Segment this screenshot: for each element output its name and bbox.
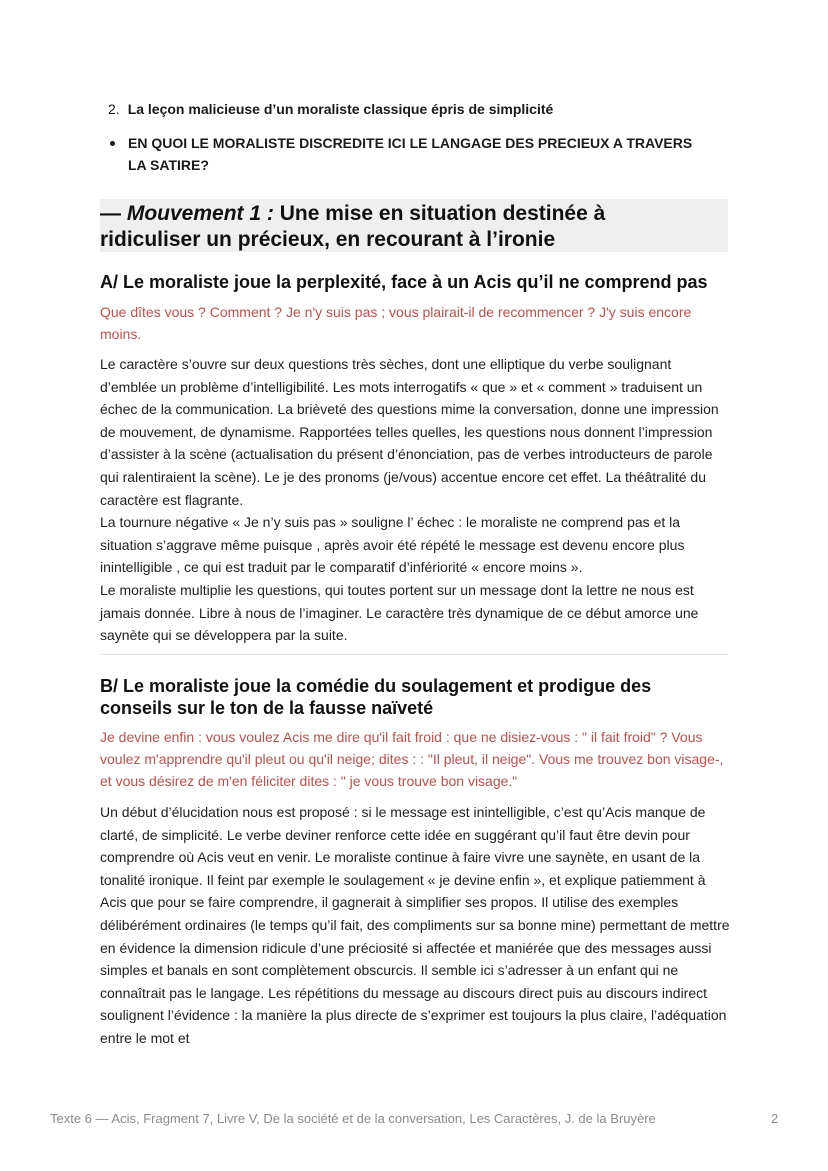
mouvement-title: Une mise en situation destinée à ridiculiser un précieux, en recourant à l’ironie: [100, 202, 606, 251]
mouvement-heading: [100, 201, 700, 253]
section-a-quote: Que dîtes vous ? Comment ? Je n'y suis pas ; vous plairait-il de recommencer ? J'y suis encore moins.: [100, 304, 692, 342]
section-a-paragraph: Le moraliste multiplie les questions, qui toutes portent sur un message dont la lettre ne nous est jamais donnée. Libre à nous de l’imaginer. Le caractère très dynamique de ce début amorce une saynète qui se développera par la suite.: [100, 581, 699, 644]
section-a-paragraph: Le caractère s’ouvre sur deux questions très sèches, dont une elliptique du verbe soulignant d’emblée un problème d’intelligibilité. Les mots interrogatifs « que » et « comment » traduisent un échec de la communication. La brièveté des questions mime la conversation, donne une impression de mouvement, de dynamisme. Rapportées telles quelles, les questions nous donnent l’impression d’assister à la scène (actualisation du présent d’énonciation, pas de verbes introducteurs de parole qui ralentiraient la scène). Le je des pronoms (je/vous) accentue encore cet effet. La théâtralité du caractère est flagrante.: [100, 356, 719, 508]
bullet-icon: [110, 141, 115, 146]
section-b-quote: Je devine enfin : vous voulez Acis me dire qu'il fait froid : que ne disiez-vous : " il fait froid" ? Vous voulez m'apprendre qu'il pleut ou qu'il neige; dites : : "Il pleut, il neige". Vous me trouvez bon visage-, et vous désirez de m'en féliciter dites : " je vous trouve bon visage.": [100, 729, 724, 789]
section-b-paragraph: Un début d’élucidation nous est proposé : si le message est inintelligible, c’est qu’Acis manque de clarté, de simplicité. Le verbe deviner renforce cette idée en suggérant qu’il faut être devin pour comprendre où Acis veut en venir. Le moraliste continue à faire vivre une saynète, en usant de la tonalité ironique. Il feint par exemple le soulagement « je devine enfin », et explique patiemment à Acis que pour se faire comprendre, il gagnerait à simplifier ses propos. Il utilise des exemples délibérément ordinaires (le temps qu’il fait, des compliments sur sa bonne mine) permettant de mettre en évidence la dimension ridicule d’une préciosité si affectée et maniérée que des messages aussi simples et banals en sont complètement obscurcis. Il semble ici s’adresser à un enfant qui ne connaîtrait pas le langage. Les répétitions du message au discours direct puis au discours indirect soulignent l’évidence : la manière la plus directe de s’exprimer est toujours la plus claire, l’adéquation entre le mot et: [100, 804, 730, 1046]
section-a-paragraph: La tournure négative « Je n’y suis pas » souligne l’ échec : le moraliste ne comprend pas et la situation s’aggrave même puisque , après avoir été répété le message est devenu encore plus inintelligible , ce qui est traduit par le comparatif d’infériorité « encore moins ».: [100, 514, 685, 576]
mouvement-prefix: —: [100, 202, 127, 225]
section-divider: [100, 654, 728, 655]
bullet-list-item: EN QUOI LE MORALISTE DISCREDITE ICI LE LANGAGE DES PRECIEUX A TRAVERS LA SATIRE?: [128, 135, 693, 173]
list-item-text: La leçon malicieuse d’un moraliste classique épris de simplicité: [127, 101, 554, 117]
page-number: 2: [771, 1111, 779, 1126]
mouvement-label: Mouvement 1 :: [126, 202, 274, 225]
section-a-body: [100, 353, 730, 647]
section-b-body: [100, 801, 730, 1050]
numbered-list-item: [108, 101, 553, 117]
page-footer: Texte 6 — Acis, Fragment 7, Livre V, De la société et de la conversation, Les Caractères, J. de la Bruyère: [50, 1111, 656, 1126]
section-a-heading: A/ Le moraliste joue la perplexité, face à un Acis qu’il ne comprend pas: [100, 272, 708, 292]
list-number: 2.: [108, 101, 120, 117]
section-b-heading: B/ Le moraliste joue la comédie du soulagement et prodigue des conseils sur le ton de la fausse naïveté: [100, 676, 652, 718]
